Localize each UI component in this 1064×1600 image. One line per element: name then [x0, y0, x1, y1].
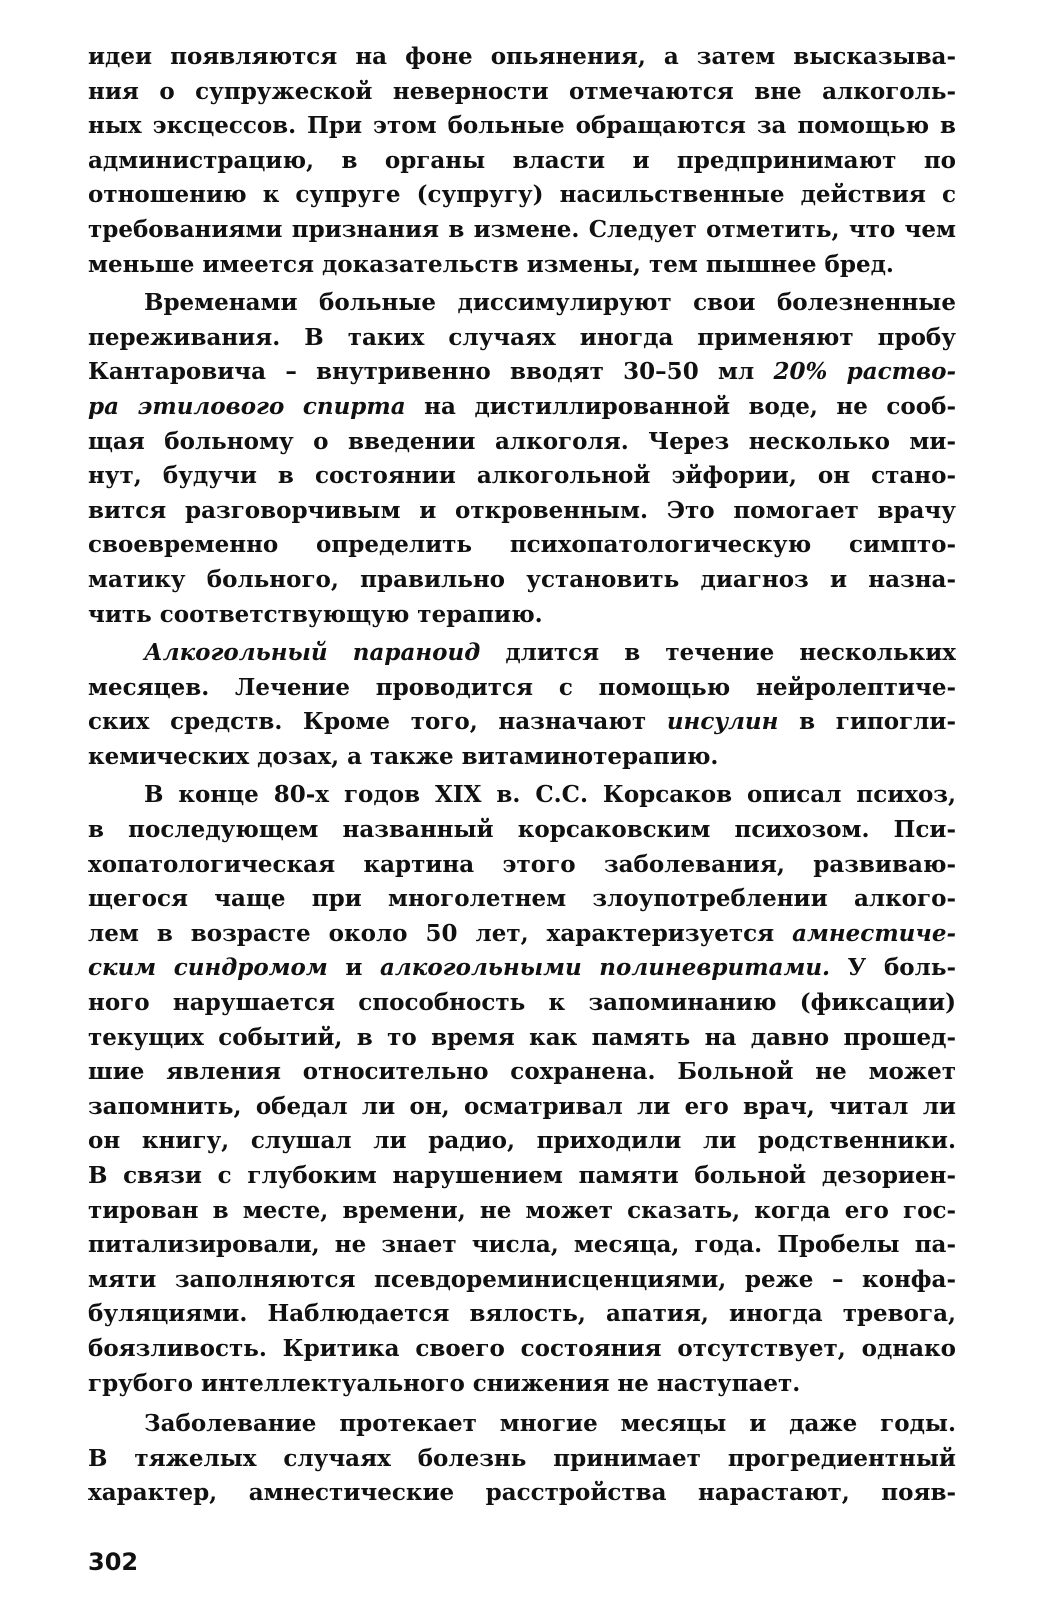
text-line [88, 1055, 956, 1090]
text-line [88, 598, 956, 633]
text-segment: ния о супружеской неверности отмечаются вне алкоголь- [88, 77, 956, 105]
text-line [88, 705, 956, 740]
text-segment: В конце 80-х годов XIX в. С.С. Корсаков описал психоз, [144, 781, 956, 809]
text-line [88, 213, 956, 248]
paragraph [88, 778, 956, 1401]
text-segment: Временами больные диссимулируют свои болезненные [144, 289, 956, 317]
text-segment: тирован в месте, времени, не может сказать, когда его гос- [88, 1196, 956, 1224]
text-line [88, 1124, 956, 1159]
text-segment: У боль- [830, 954, 956, 982]
text-segment: В связи с глубоким нарушением памяти больной дезориен- [88, 1162, 956, 1189]
text-line [88, 286, 956, 321]
paragraph [88, 636, 956, 774]
text-segment: хопатологическая картина этого заболевания, развиваю- [88, 850, 956, 878]
text-line [88, 1021, 956, 1056]
italic-term: ра этилового спирта [88, 392, 406, 420]
paragraph [88, 40, 956, 282]
text-segment: запомнить, обедал ли он, осматривал ли его врач, читал ли [88, 1092, 956, 1120]
text-line [88, 1367, 956, 1402]
text-segment: длится в течение нескольких [480, 639, 956, 667]
text-segment: боязливость. Критика своего состояния отсутствует, однако [88, 1334, 956, 1362]
text-segment: кемических дозах, а также витаминотерапию. [88, 742, 719, 770]
text-segment: на дистиллированной воде, не сооб- [405, 392, 956, 420]
text-segment: питализировали, не знает числа, месяца, года. Пробелы па- [88, 1231, 956, 1259]
text-segment: администрацию, в органы власти и предпринимают по [88, 146, 956, 174]
text-segment: грубого интеллектуального снижения не наступает. [88, 1369, 801, 1397]
text-segment: щегося чаще при многолетнем злоупотреблении алкого- [88, 885, 956, 913]
text-segment: отношению к супруге (супругу) насильственные действия с [88, 181, 956, 209]
text-segment: матику больного, правильно установить диагноз и назна- [88, 565, 956, 593]
text-segment: буляциями. Наблюдается вялость, апатия, иногда тревога, [88, 1300, 956, 1328]
text-segment: лем в возрасте около 50 лет, характеризуется [88, 919, 793, 947]
text-line [88, 1476, 956, 1511]
text-line [88, 390, 956, 425]
text-line [88, 671, 956, 706]
text-line [88, 178, 956, 213]
text-segment: Заболевание протекает многие месяцы и даже годы. [144, 1410, 956, 1438]
text-segment: меньше имеется доказательств измены, тем пышнее бред. [88, 250, 894, 278]
text-segment: ного нарушается способность к запоминанию (фиксации) [88, 989, 956, 1017]
page-number: 302 [88, 1548, 139, 1576]
text-line [88, 917, 956, 952]
text-line [88, 740, 956, 775]
italic-term: алкогольными полиневритами. [380, 954, 831, 982]
text-segment: идеи появляются на фоне опьянения, а затем высказыва- [88, 43, 956, 70]
text-line [88, 1442, 956, 1477]
text-line [88, 813, 956, 848]
paragraph [88, 286, 956, 632]
text-segment: шие явления относительно сохранена. Больной не может [88, 1058, 956, 1086]
text-line [88, 1228, 956, 1263]
text-segment: и [327, 954, 381, 982]
text-line [88, 109, 956, 144]
text-line [88, 986, 956, 1021]
text-line [88, 1159, 956, 1194]
text-line [88, 882, 956, 917]
text-line [88, 1194, 956, 1229]
text-line [88, 248, 956, 283]
text-line [88, 563, 956, 598]
text-line [88, 355, 956, 390]
paragraph [88, 1407, 956, 1511]
text-segment: месяцев. Лечение проводится с помощью нейролептиче- [88, 673, 956, 701]
text-segment: текущих событий, в то время как память на давно прошед- [88, 1023, 956, 1051]
text-segment: В тяжелых случаях болезнь принимает прогредиентный [88, 1444, 956, 1472]
text-segment: в гипогли- [778, 708, 956, 736]
text-segment: щая больному о введении алкоголя. Через несколько ми- [88, 427, 956, 455]
italic-term: инсулин [666, 708, 779, 736]
text-segment: требованиями признания в измене. Следует отметить, что чем [88, 215, 956, 243]
italic-term: амнестиче- [792, 919, 956, 947]
text-segment: вится разговорчивым и откровенным. Это помогает врачу [88, 496, 956, 524]
text-line [88, 40, 956, 75]
text-line [88, 778, 956, 813]
text-line [88, 1332, 956, 1367]
text-segment: переживания. В таких случаях иногда применяют пробу [88, 323, 956, 351]
text-line [88, 75, 956, 110]
italic-term: 20% раство- [773, 358, 956, 386]
text-segment: своевременно определить психопатологическую симпто- [88, 531, 956, 559]
italic-term: Алкогольный параноид [144, 639, 481, 667]
text-segment: Кантаровича – внутривенно вводят 30–50 мл [88, 358, 774, 386]
text-line [88, 494, 956, 529]
text-segment: ных эксцессов. При этом больные обращаются за помощью в [88, 112, 956, 140]
text-line [88, 1090, 956, 1125]
text-segment: ских средств. Кроме того, назначают [88, 708, 667, 736]
text-line [88, 528, 956, 563]
text-line [88, 321, 956, 356]
text-segment: чить соответствующую терапию. [88, 600, 543, 628]
text-line [88, 144, 956, 179]
text-segment: в последующем названный корсаковским психозом. Пси- [88, 816, 956, 844]
text-line [88, 951, 956, 986]
italic-term: ским синдромом [88, 954, 328, 982]
text-line [88, 1297, 956, 1332]
text-line [88, 1407, 956, 1442]
text-line [88, 1263, 956, 1298]
text-segment: он книгу, слушал ли радио, приходили ли родственники. [88, 1127, 956, 1155]
text-line [88, 636, 956, 671]
text-line [88, 459, 956, 494]
text-line [88, 425, 956, 460]
text-segment: характер, амнестические расстройства нарастают, появ- [88, 1479, 956, 1507]
text-segment: мяти заполняются псевдореминисценциями, реже – конфа- [88, 1265, 956, 1293]
text-segment: нут, будучи в состоянии алкогольной эйфории, он стано- [88, 462, 956, 490]
text-line [88, 848, 956, 883]
body-text [88, 40, 956, 1511]
